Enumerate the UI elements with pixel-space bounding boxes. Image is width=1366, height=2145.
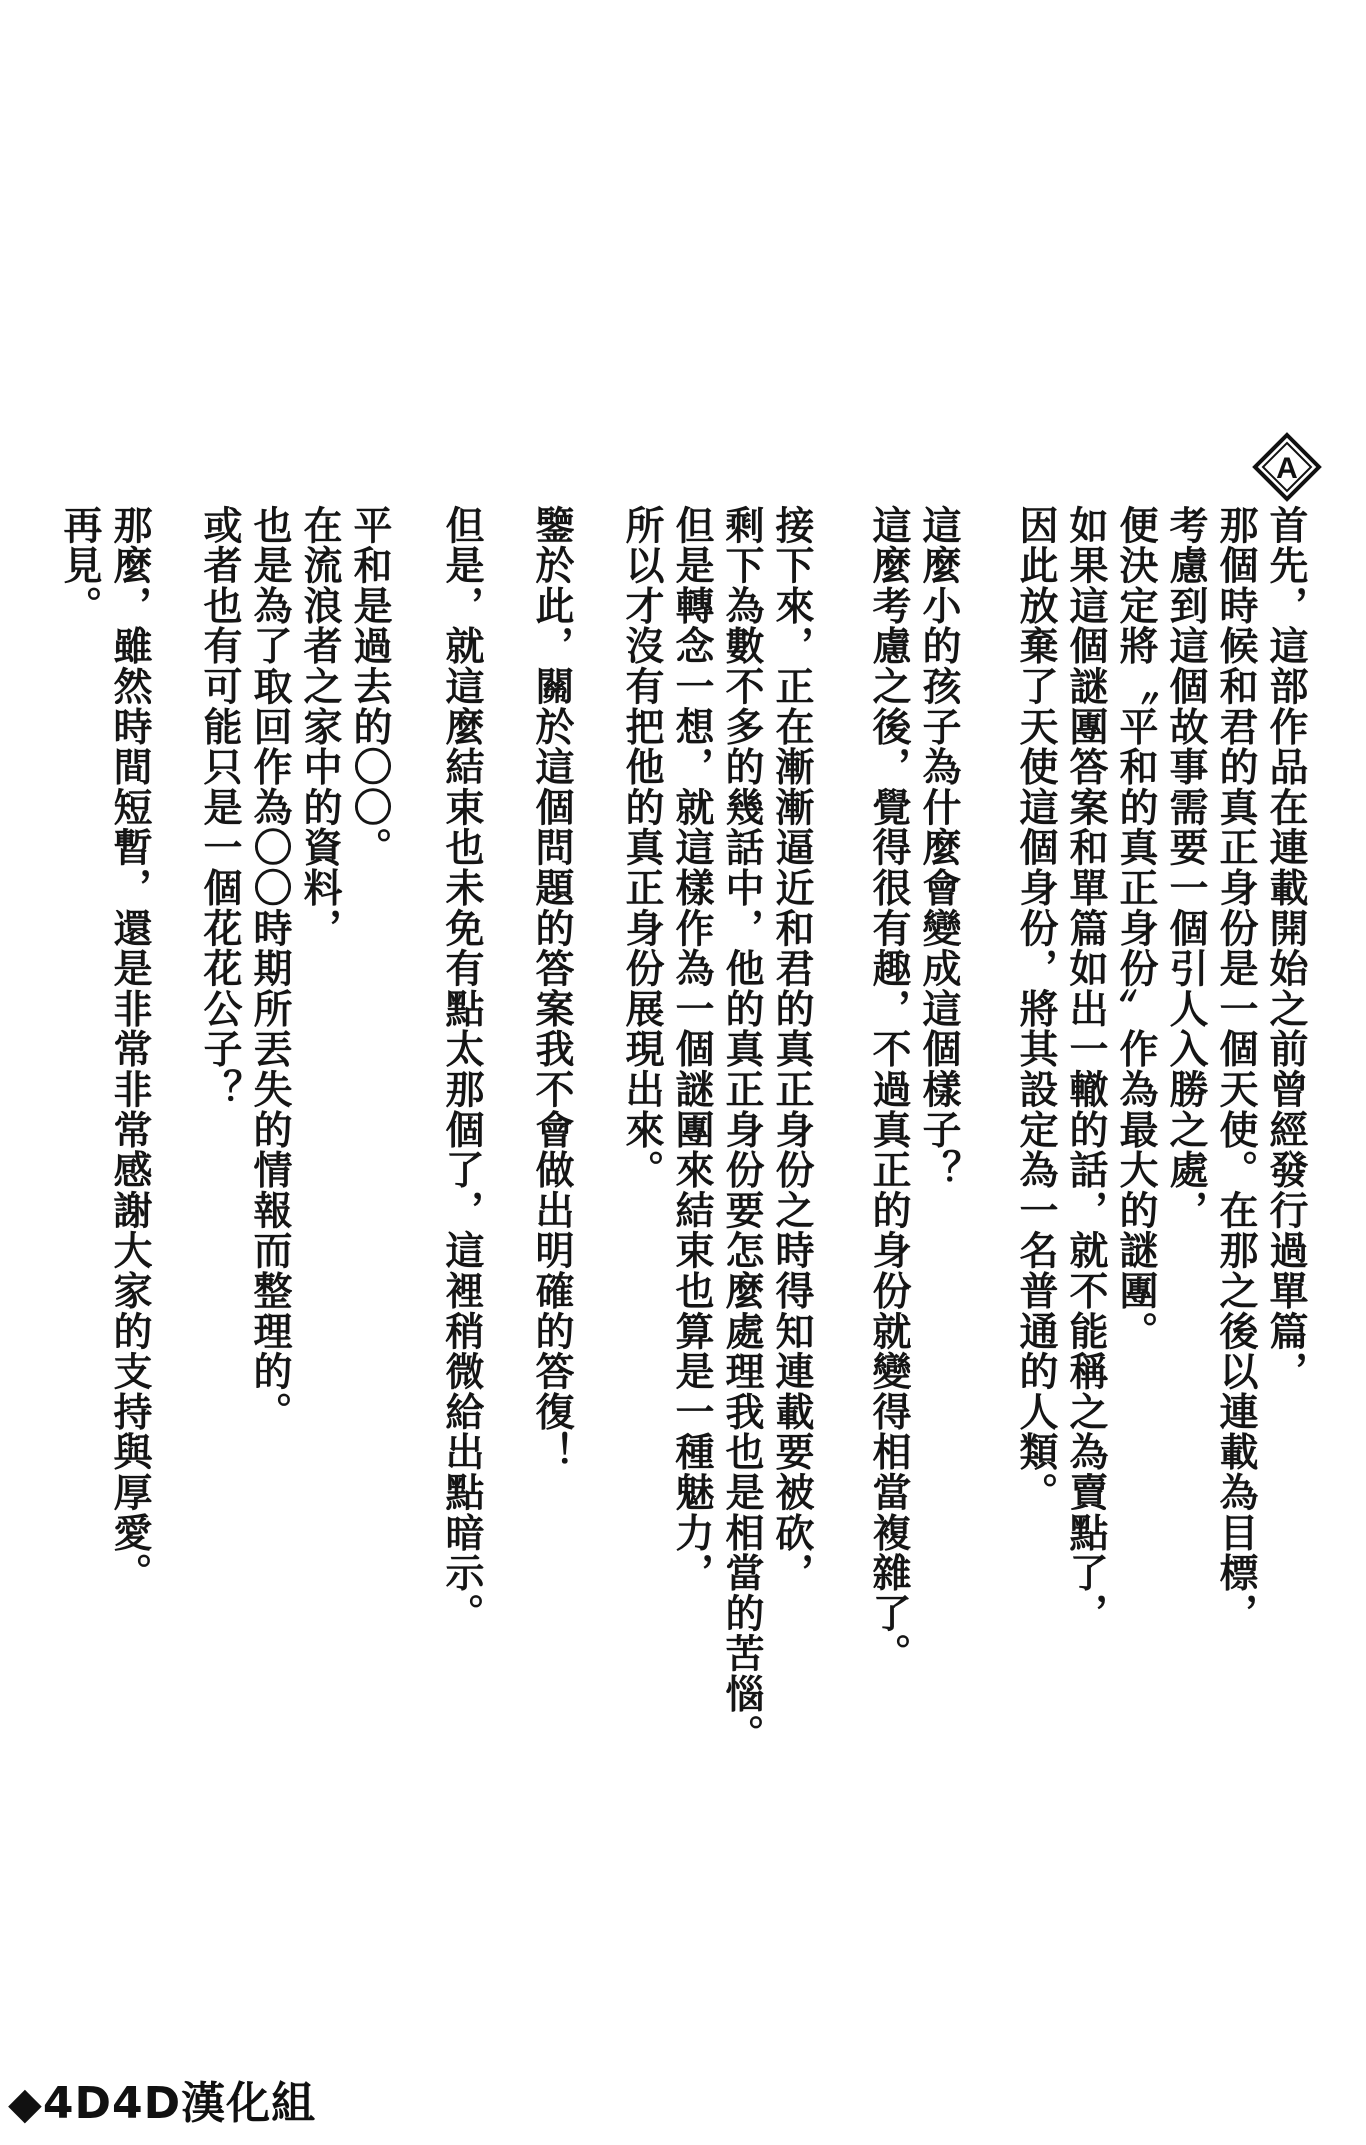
text-column-7: 這麼小的孩子為什麼會變成這個樣子？ (916, 505, 962, 1191)
text-column-19: 那麼，雖然時間短暫，還是非常非常感謝大家的支持與厚愛。 (107, 505, 153, 1594)
text-column-13: 鑒於此，關於這個問題的答案我不會做出明確的答復！ (529, 505, 575, 1473)
text-column-17: 也是為了取回作為〇〇時期所丟失的情報而整理的。 (247, 505, 293, 1432)
text-column-9: 接下來，正在漸漸逼近和君的真正身份之時得知連載要被砍， (769, 505, 815, 1594)
text-column-2: 那個時候和君的真正身份是一個天使。在那之後以連載為目標， (1213, 505, 1259, 1634)
text-column-3: 考慮到這個故事需要一個引人入勝之處， (1163, 505, 1209, 1231)
text-column-4: 便決定將〝平和的真正身份〞作為最大的謎團。 (1113, 505, 1159, 1352)
scanlation-credit: ◆4D4D漢化組 (8, 2078, 317, 2129)
text-column-20: 再見。 (57, 505, 103, 626)
text-column-15: 平和是過去的〇〇。 (347, 505, 393, 868)
text-column-8: 這麼考慮之後，覺得很有趣，不過真正的身份就變得相當複雜了。 (866, 505, 912, 1674)
badge-letter: A (1276, 452, 1298, 485)
a-diamond-icon (1252, 432, 1322, 502)
text-column-10: 剩下為數不多的幾話中，他的真正身份要怎麼處理我也是相當的苦惱。 (719, 505, 765, 1755)
text-column-18: 或者也有可能只是一個花花公子？ (197, 505, 243, 1110)
text-column-5: 如果這個謎團答案和單篇如出一轍的話，就不能稱之為賣點了， (1063, 505, 1109, 1634)
text-column-16: 在流浪者之家中的資料， (297, 505, 343, 949)
text-column-12: 所以才沒有把他的真正身份展現出來。 (619, 505, 665, 1191)
text-column-14: 但是，就這麼結束也未免有點太那個了，這裡稍微給出點暗示。 (439, 505, 485, 1634)
text-column-6: 因此放棄了天使這個身份，將其設定為一名普通的人類。 (1013, 505, 1059, 1513)
text-column-1: 首先，這部作品在連載開始之前曾經發行過單篇， (1263, 505, 1309, 1392)
text-column-11: 但是轉念一想，就這樣作為一個謎團來結束也算是一種魅力， (669, 505, 715, 1594)
